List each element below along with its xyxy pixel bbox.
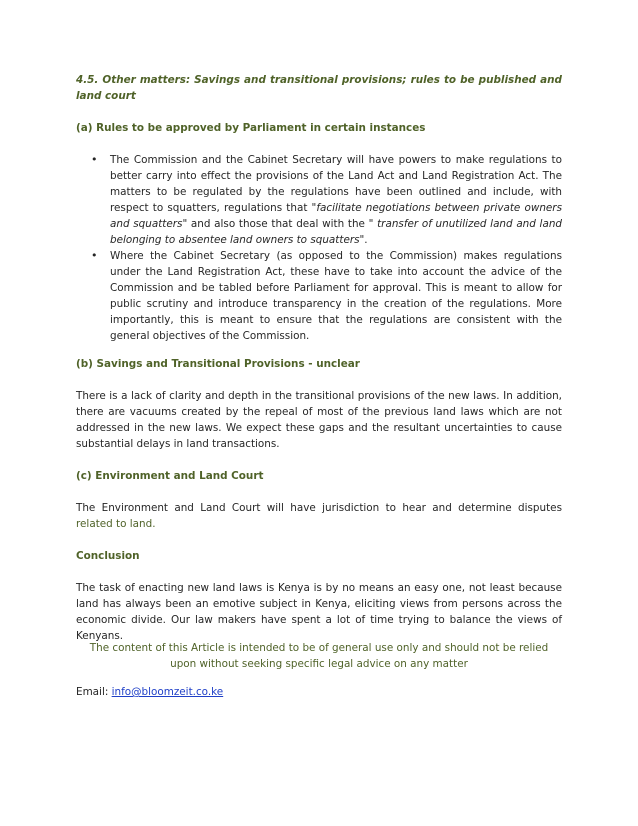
body-c-line2: related to land. xyxy=(76,518,156,530)
section-heading: 4.5. Other matters: Savings and transitional provisions; rules to be published and land court xyxy=(76,74,562,102)
bullet-1-post: ". xyxy=(359,234,368,246)
bullet-icon: • xyxy=(91,249,98,262)
disclaimer-line-2: upon without seeking specific legal advice on any matter xyxy=(170,658,468,670)
bullet-1-italic-2: transfer of unutilized land and land belonging to absentee land owners to squatters xyxy=(110,218,562,246)
heading-a: (a) Rules to be approved by Parliament in certain instances xyxy=(76,122,426,134)
list-item xyxy=(76,152,562,248)
conclusion-heading: Conclusion xyxy=(76,550,140,562)
rules-bullet-list xyxy=(76,152,562,344)
bullet-1-mid: " and also those that deal with the " xyxy=(182,218,378,230)
heading-b: (b) Savings and Transitional Provisions - unclear xyxy=(76,358,360,370)
disclaimer xyxy=(76,640,562,672)
section-4-5 xyxy=(76,72,562,700)
heading-c: (c) Environment and Land Court xyxy=(76,470,264,482)
bullet-1-pre: The Commission and the Cabinet Secretary will have powers to make regulations to better carry into effect the provisions of the Land Act and Land Registration Act. The matters to be regulated by the regulations have been outlined and include, with respect to squatters, regulations that " xyxy=(110,154,562,214)
conclusion-body: The task of enacting new land laws is Kenya is by no means an easy one, not least because land has always been an emotive subject in Kenya, eliciting views from persons across the economic divide. Our law makers have spent a lot of time trying to balance the views of Kenyans. xyxy=(76,582,562,642)
email-label: Email: xyxy=(76,686,112,698)
body-c-line1: The Environment and Land Court will have jurisdiction to hear and determine disputes xyxy=(76,502,562,514)
list-item xyxy=(76,248,562,344)
disclaimer-line-1: The content of this Article is intended to be of general use only and should not be relied xyxy=(89,642,549,654)
bullet-2-text: Where the Cabinet Secretary (as opposed to the Commission) makes regulations under the Land Registration Act, these have to take into account the advice of the Commission and be tabled before Parliament for approval. This is meant to allow for public scrutiny and introduce transparency in the creation of the regulations. More importantly, this is meant to ensure that the regulations are consistent with the general objectives of the Commission. xyxy=(110,250,562,342)
body-b: There is a lack of clarity and depth in the transitional provisions of the new laws. In addition, there are vacuums created by the repeal of most of the previous land laws which are not addressed in the new laws. We expect these gaps and the resultant uncertainties to cause substantial delays in land transactions. xyxy=(76,390,562,450)
email-link[interactable]: info@bloomzeit.co.ke xyxy=(111,686,224,698)
bullet-1-italic-1: facilitate negotiations between private owners and squatters xyxy=(110,202,562,230)
email-line xyxy=(76,684,562,700)
bullet-icon: • xyxy=(91,153,98,166)
